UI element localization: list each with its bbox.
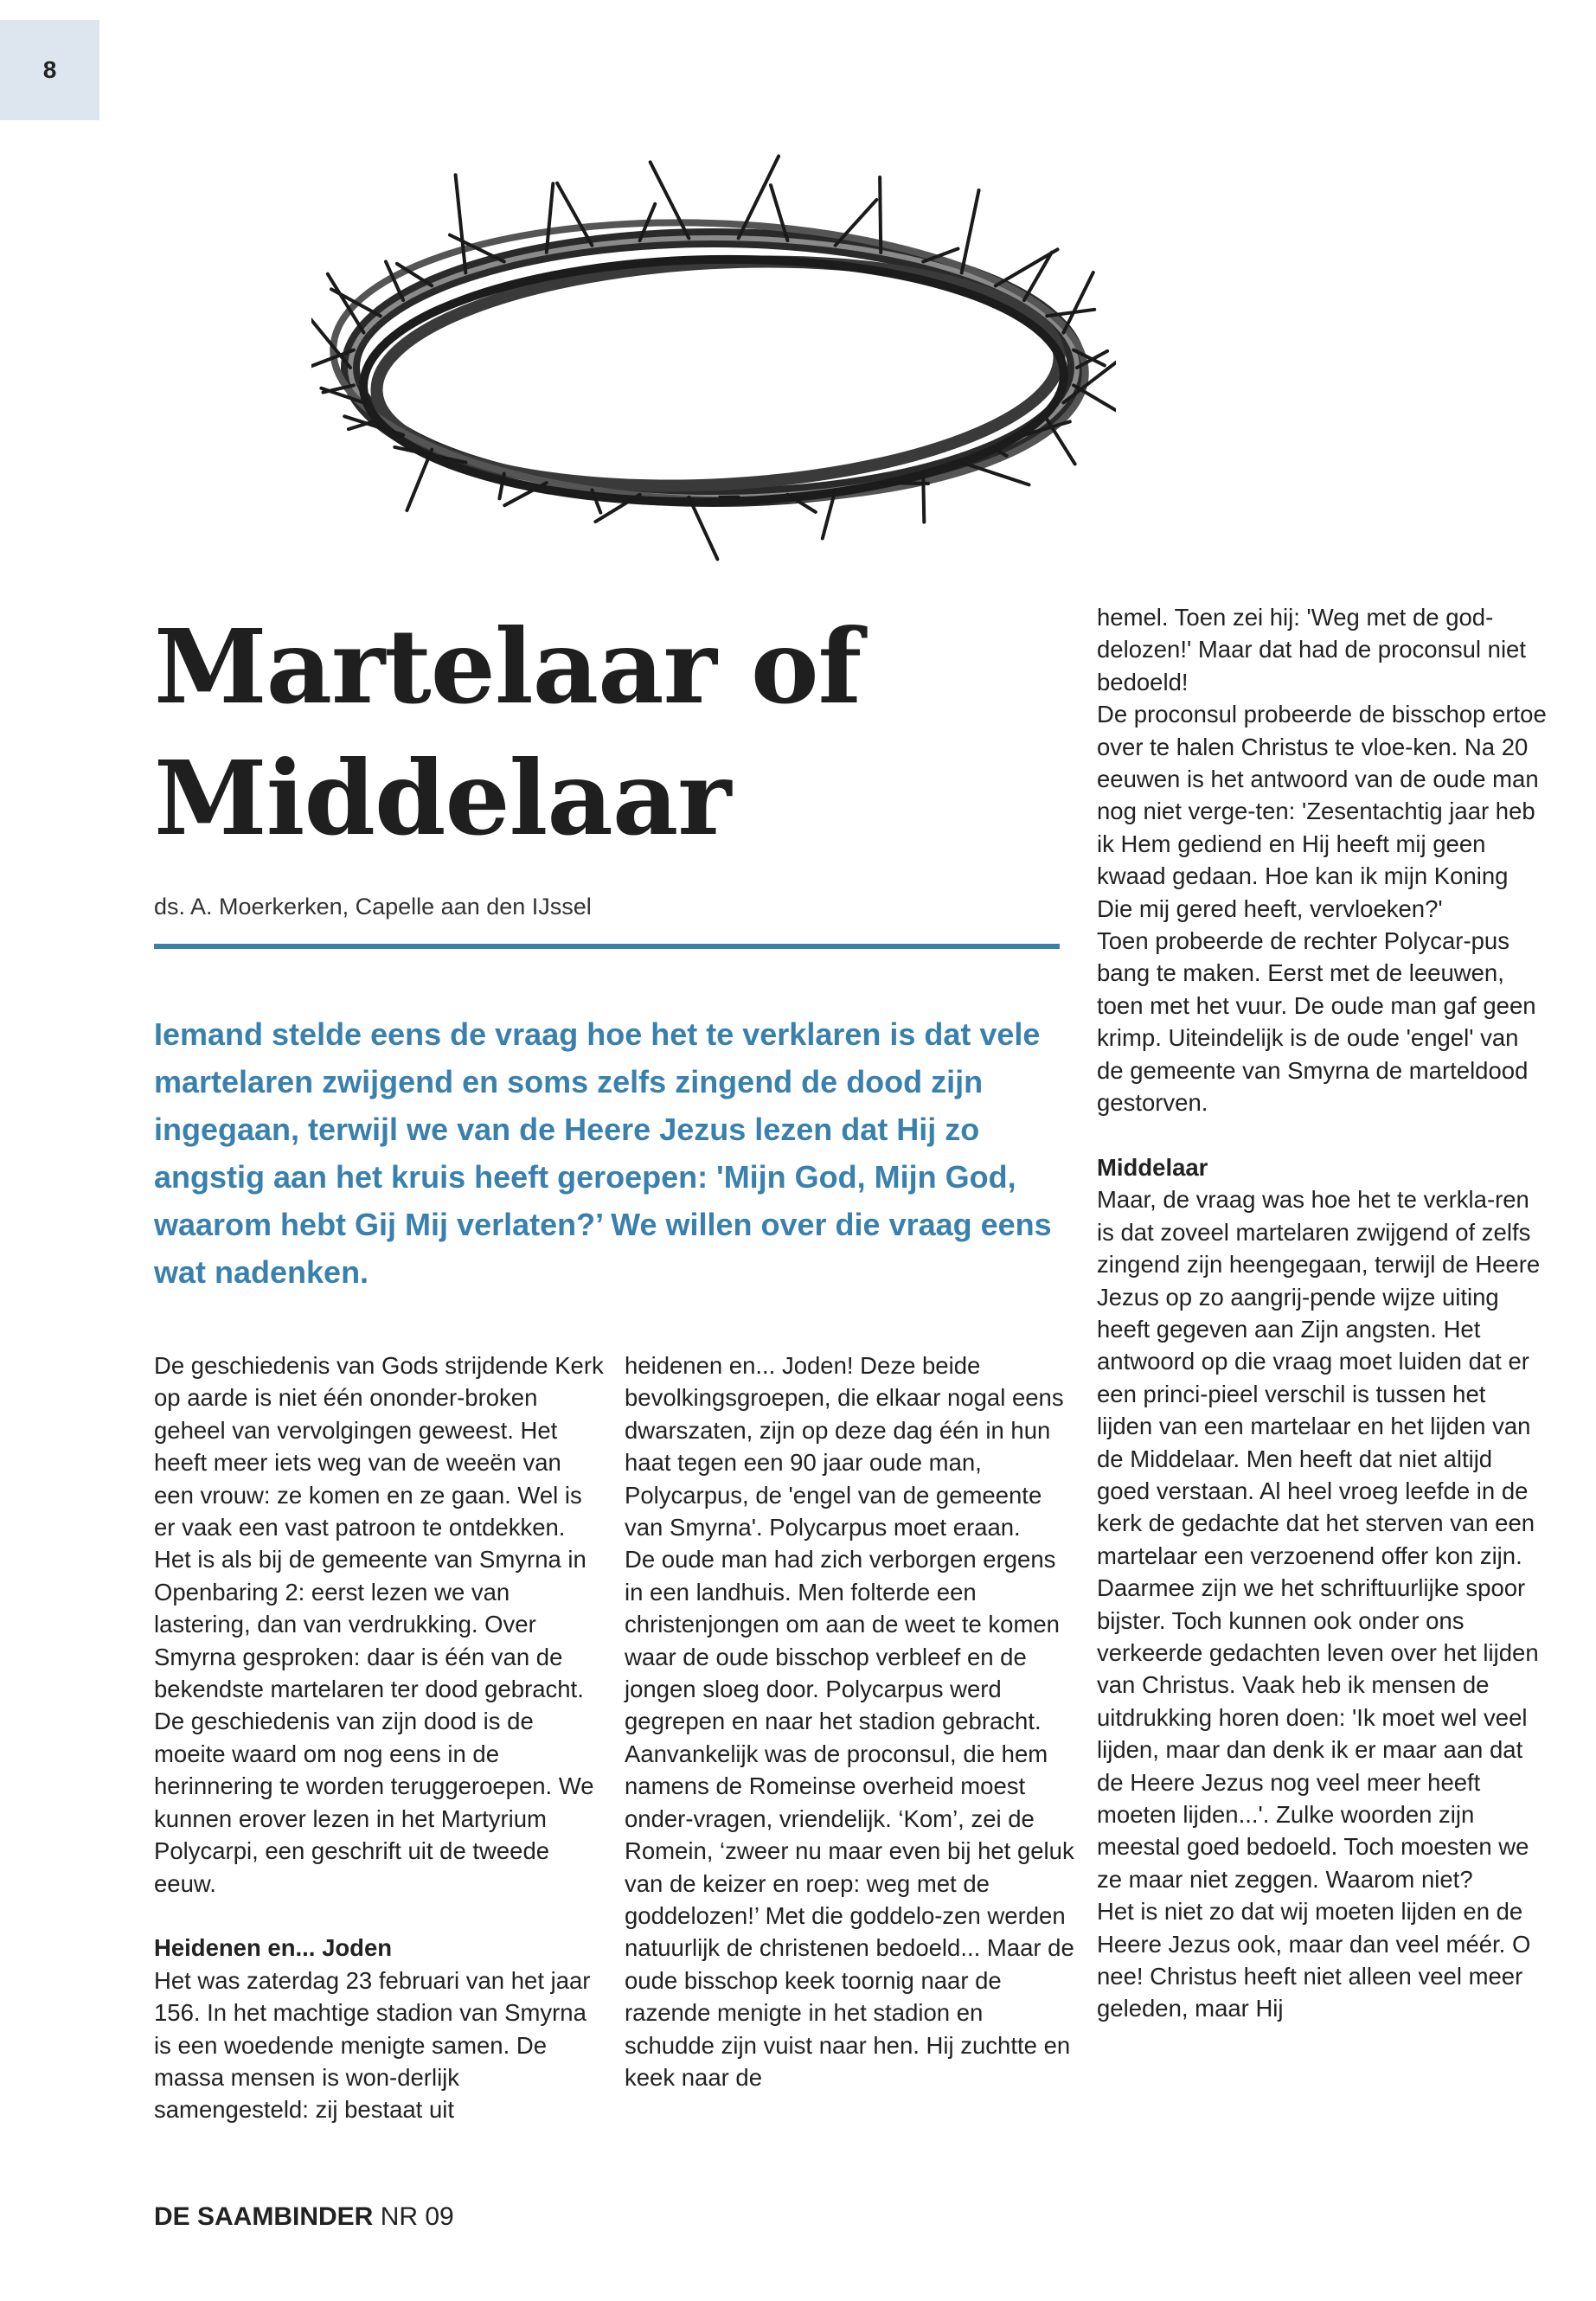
- thorn: [996, 249, 1058, 285]
- title-line-1: Martelaar of: [154, 606, 862, 727]
- title-line-2: Middelaar: [154, 738, 731, 858]
- article-title: [154, 601, 861, 864]
- col3-paragraph-3: Toen probeerde de rechter Polycar-pus bang te maken. Eerst met de leeuwen, toen met het vuur. De oude man gaf geen krimp. Uiteindelijk is de oude 'engel' van de gemeente van Smyrna de marteldood gestorven.: [1097, 927, 1536, 1117]
- thorn: [880, 177, 881, 253]
- thorn: [651, 162, 689, 238]
- page-number: 8: [0, 20, 99, 120]
- thorn: [881, 483, 928, 484]
- footer-issue: NR 09: [380, 2202, 454, 2231]
- column-1: [154, 1349, 604, 2126]
- thorn: [962, 190, 979, 272]
- thorn: [1063, 272, 1093, 333]
- column-3: [1097, 601, 1547, 2025]
- col3-paragraph-2: De proconsul probeerde de bisschop ertoe over te halen Christus te vloe-ken. Na 20 eeuwen is het antwoord van de oude man nog niet verge-ten: 'Zesentachtig jaar heb ik Hem gediend en Hij heeft mij geen kwaad gedaan. Hoe kan ik mijn Koning Die mij gered heeft, vervloeken?': [1097, 701, 1547, 922]
- author-byline: ds. A. Moerkerken, Capelle aan den IJssel: [154, 894, 592, 920]
- col3-paragraph-4: Maar, de vraag was hoe het te verkla-ren is dat zoveel martelaren zwijgend of zelfs zingend zijn heengegaan, terwijl de Heere Jezus op zo aangrij-pende wijze uiting heeft gegeven aan Zijn angsten. Het antwoord op die vraag moet luiden dat er een princi-pieel verschil is tussen het lijden van een martelaar en het lijden van de Middelaar. Men heeft dat niet altijd goed verstaan. Al heel vroeg leefde in de kerk de gedachte dat het sterven van een martelaar een verzoenend offer kon zijn. Daarmee zijn we het schriftuurlijke spoor bijster. Toch kunnen ook onder ons verkeerde gedachten leven over het lijden van Christus. Vaak heb ik mensen de uitdrukking horen doen: 'Ik moet wel veel lijden, maar dan denk ik er maar aan dat de Heere Jezus nog veel meer heeft moeten lijden...'. Zulke woorden zijn meestal goed bedoeld. Toch moesten we ze maar niet zeggen. Waarom niet?: [1097, 1186, 1541, 1893]
- lead-paragraph: Iemand stelde eens de vraag hoe het te verklaren is dat vele martelaren zwijgend en soms zelfs zingend de dood zijn ingegaan, terwijl we van de Heere Jezus lezen dat Hij zo angstig aan het kruis heeft geroepen: 'Mijn God, Mijn God, waarom hebt Gij Mij verlaten?’ We willen over die vraag eens wat nadenken.: [154, 1016, 1052, 1290]
- thorn: [557, 183, 592, 246]
- footer-publication: DE SAAMBINDER: [154, 2202, 374, 2231]
- divider-rule: [154, 944, 1060, 949]
- thorn: [456, 175, 466, 272]
- col2-paragraph-1: heidenen en... Joden! Deze beide bevolkingsgroepen, die elkaar nogal eens dwarszaten, zijn op deze dag één in hun haat tegen een 90 jaar oude man, Polycarpus, de 'engel van de gemeente van Smyrna'. Polycarpus moet eraan.: [625, 1352, 1064, 1541]
- col1-paragraph-2: Het was zaterdag 23 februari van het jaar 156. In het machtige stadion van Smyrna is een woedende menigte samen. De massa mensen is won-derlijk samengesteld: zij bestaat uit: [154, 1966, 591, 2124]
- thorn: [923, 474, 924, 522]
- col2-paragraph-2: De oude man had zich verborgen ergens in een landhuis. Men folterde een christenjongen om aan de weet te komen waar de oude bisschop verbleef en de jongen sloeg door. Polycarpus werd gegrepen en naar het stadion gebracht. Aanvankelijk was de proconsul, die hem namens de Romeinse overheid moest onder-vragen, vriendelijk. ‘Kom’, zei de Romein, ‘zweer nu maar even bij het geluk van de keizer en roep: weg met de goddelozen!’ Met die goddelo-zen werden natuurlijk de christenen bedoeld... Maar de oude bisschop keek toornig naar de razende menigte in het stadion en schudde zijn vuist naar hen. Hij zuchtte en keek naar de: [625, 1546, 1074, 2091]
- col1-heading: Heidenen en... Joden: [154, 1934, 393, 1962]
- thorn: [407, 450, 432, 510]
- column-2: [625, 1349, 1074, 2093]
- col1-paragraph-1: De geschiedenis van Gods strijdende Kerk op aarde is niet één ononder-broken geheel van vervolgingen geweest. Het heeft meer iets weg van de weeën van een vrouw: ze komen en ze gaan. Wel is er vaak een vast patroon te ontdekken. Het is als bij de gemeente van Smyrna in Openbaring 2: eerst lezen we van lastering, dan van verdrukking. Over Smyrna gesproken: daar is één van de bekendste martelaren ter dood gebracht. De geschiedenis van zijn dood is de moeite waard om nog eens in de herinnering te worden teruggeroepen. We kunnen erover lezen in het Martyrium Polycarpi, een geschrift uit de tweede eeuw.: [154, 1352, 604, 1897]
- col3-heading: Middelaar: [1097, 1153, 1208, 1181]
- crown-of-thorns-image: [311, 147, 1116, 614]
- col3-paragraph-1: hemel. Toen zei hij: 'Weg met de god-delozen!' Maar dat had de proconsul niet bedoeld!: [1097, 604, 1526, 695]
- footer: [154, 2202, 454, 2232]
- col3-paragraph-5: Het is niet zo dat wij moeten lijden en de Heere Jezus ook, maar dan veel méér. O nee! Christus heeft niet alleen veel meer geleden, maar Hij: [1097, 1898, 1531, 2022]
- thorn: [962, 463, 1029, 485]
